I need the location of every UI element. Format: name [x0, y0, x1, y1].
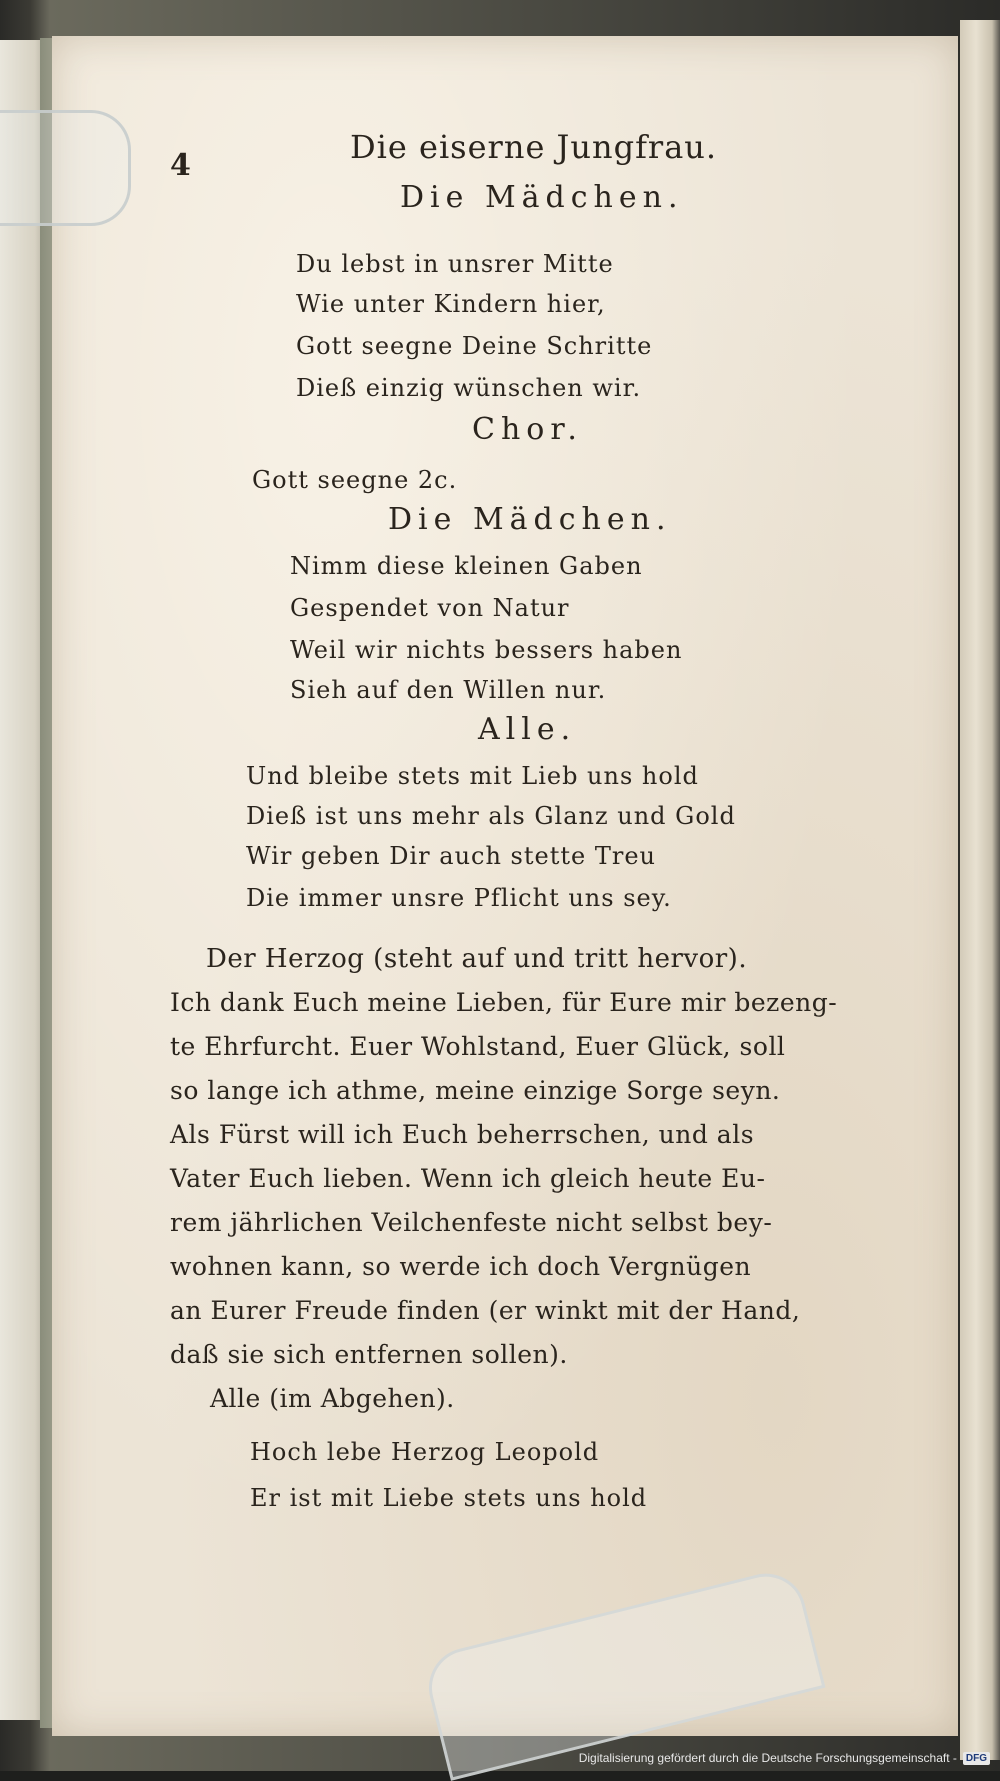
- digitization-footer: [579, 1747, 990, 1769]
- running-title: Die eiserne Jungfrau.: [350, 128, 718, 166]
- speaker-heading: Die Mädchen.: [388, 502, 672, 537]
- footer-text: Digitalisierung gefördert durch die Deutsche Forschungsgemeinschaft -: [578, 1751, 957, 1765]
- prose-line: rem jährlichen Veilchenfeste nicht selbst bey-: [170, 1208, 773, 1237]
- verse-line: Die immer unsre Pflicht uns sey.: [246, 884, 672, 912]
- prose-line: an Eurer Freude finden (er winkt mit der Hand,: [170, 1296, 801, 1325]
- speaker-heading: Die Mädchen.: [400, 180, 684, 215]
- page-edge-right: [960, 20, 1000, 1760]
- verse-line: Und bleibe stets mit Lieb uns hold: [246, 762, 699, 790]
- stage-direction: Alle (im Abgehen).: [210, 1384, 455, 1413]
- verse-line: Wie unter Kindern hier,: [296, 290, 606, 318]
- verse-line: Hoch lebe Herzog Leopold: [250, 1438, 600, 1466]
- stage-direction: Der Herzog (steht auf und tritt hervor).: [206, 944, 748, 974]
- speaker-heading: Alle.: [478, 712, 577, 747]
- verse-line: Dieß ist uns mehr als Glanz und Gold: [246, 802, 736, 830]
- prose-line: Als Fürst will ich Euch beherrschen, und als: [170, 1120, 755, 1149]
- verse-line: Gott seegne Deine Schritte: [296, 332, 653, 360]
- verse-line: Weil wir nichts bessers haben: [290, 636, 683, 664]
- verse-line: Er ist mit Liebe stets uns hold: [250, 1484, 648, 1512]
- verse-line: Gespendet von Natur: [290, 594, 570, 622]
- verse-line: Wir geben Dir auch stette Treu: [246, 842, 656, 870]
- dfg-logo: DFG: [963, 1752, 990, 1765]
- verse-line: Sieh auf den Willen nur.: [290, 676, 607, 704]
- verse-line: Nimm diese kleinen Gaben: [290, 552, 643, 580]
- prose-line: te Ehrfurcht. Euer Wohlstand, Euer Glück, soll: [170, 1032, 786, 1061]
- verse-line: Gott seegne 2c.: [252, 466, 458, 494]
- glass-clip: [0, 110, 131, 226]
- page-number: 4: [170, 148, 191, 183]
- speaker-heading: Chor.: [472, 412, 583, 447]
- prose-line: wohnen kann, so werde ich doch Vergnügen: [170, 1252, 752, 1281]
- prose-line: so lange ich athme, meine einzige Sorge seyn.: [170, 1076, 781, 1105]
- prose-line: Vater Euch lieben. Wenn ich gleich heute Eu-: [170, 1164, 766, 1193]
- prose-line: daß sie sich entfernen sollen).: [170, 1340, 568, 1369]
- verse-line: Dieß einzig wünschen wir.: [296, 374, 642, 402]
- prose-line: Ich dank Euch meine Lieben, für Eure mir bezeng-: [170, 988, 838, 1017]
- verse-line: Du lebst in unsrer Mitte: [296, 250, 614, 278]
